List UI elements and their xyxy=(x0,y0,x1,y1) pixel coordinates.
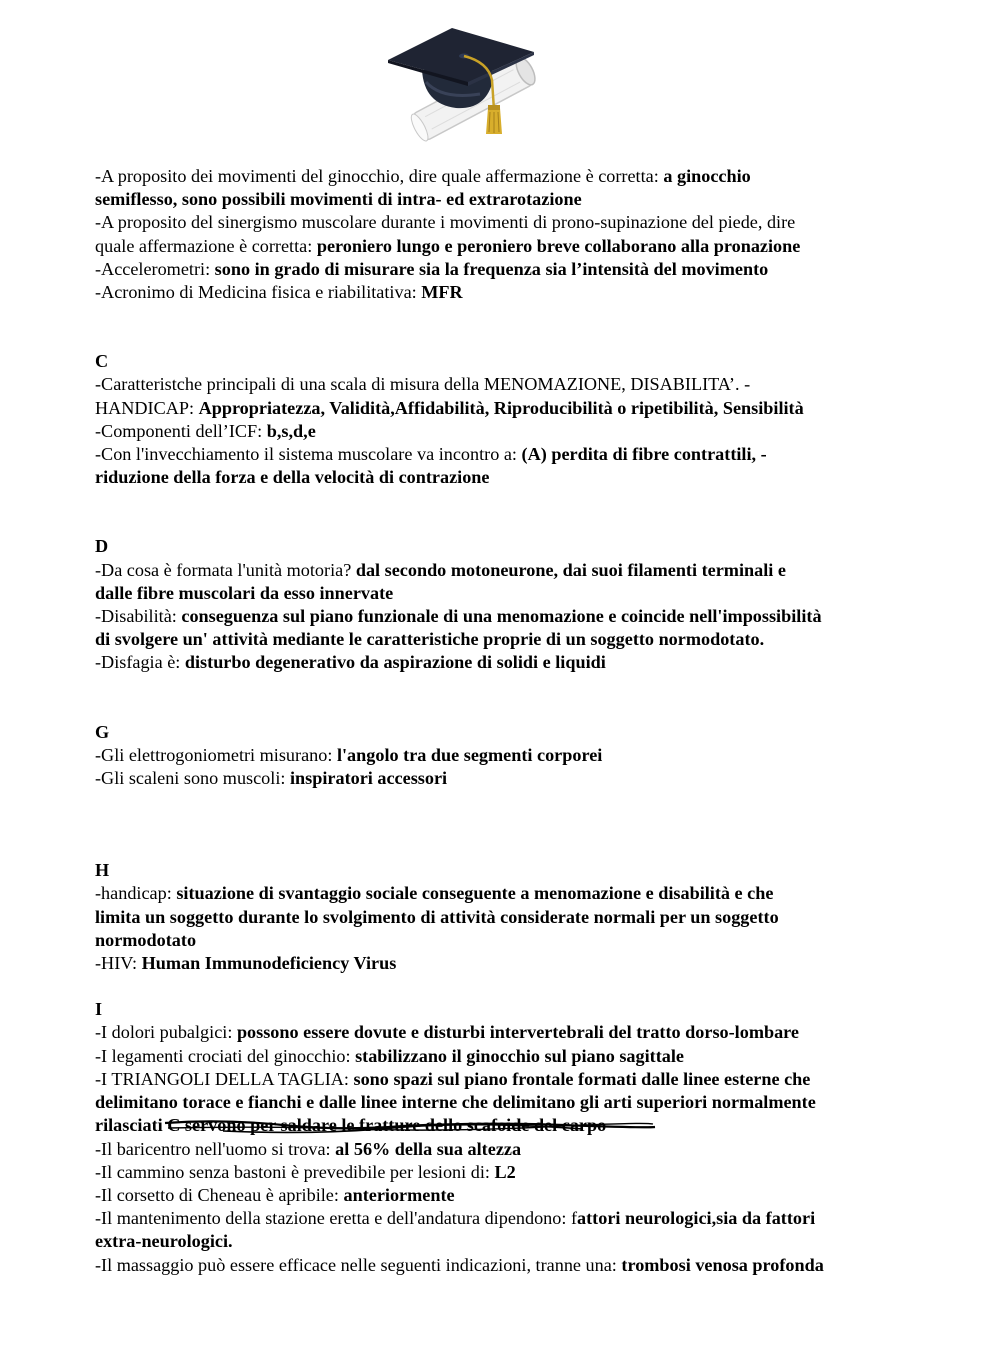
answer-continuation xyxy=(95,929,915,952)
answer-continuation xyxy=(95,582,915,605)
answer-text: rilasciati xyxy=(95,1115,168,1136)
answer-text: dalle fibre muscolari da esso innervate xyxy=(95,582,394,603)
answer-continuation xyxy=(95,1114,915,1137)
struck-answer-text: C servono per saldare le fratture dello scafoide del carpo xyxy=(167,1115,607,1136)
answer-text: attori neurologici,sia da fattori xyxy=(577,1208,816,1229)
entry-legamenti-crociati xyxy=(95,1045,915,1068)
answer-text: trombosi venosa profonda xyxy=(621,1254,824,1275)
question-text: -A proposito dei movimenti del ginocchio, dire quale affermazione è corretta: xyxy=(95,166,664,186)
section-letter: C xyxy=(95,351,109,372)
entry-handicap xyxy=(95,882,915,905)
answer-text: MFR xyxy=(421,282,463,303)
question-text: -Gli scaleni sono muscoli: xyxy=(95,768,290,789)
section-i xyxy=(95,998,915,1276)
entry-unita-motoria xyxy=(95,559,915,582)
entry-baricentro xyxy=(95,1138,915,1161)
question-text: -I TRIANGOLI DELLA TAGLIA: xyxy=(95,1068,354,1089)
struck-through-text xyxy=(167,1114,606,1137)
answer-text: extra-neurologici. xyxy=(95,1231,233,1252)
entry-componenti-icf xyxy=(95,420,915,443)
handwritten-strikethrough-mark xyxy=(163,1117,663,1139)
graduation-cap-logo-icon xyxy=(384,22,538,142)
entry-cammino-senza-bastoni xyxy=(95,1161,915,1184)
section-letter: D xyxy=(95,536,109,557)
answer-text: b,s,d,e xyxy=(266,420,316,441)
question-text: quale affermazione è corretta: xyxy=(95,235,317,256)
document-body xyxy=(95,165,915,1277)
answer-text: sono spazi sul piano frontale formati dalle linee esterne che xyxy=(353,1068,811,1089)
answer-continuation xyxy=(95,1091,915,1114)
answer-text: L2 xyxy=(494,1161,516,1182)
question-text: -HIV: xyxy=(95,953,142,974)
entry-invecchiamento xyxy=(95,443,915,466)
entry-dolori-pubalgici xyxy=(95,1021,915,1044)
question-text: -Acronimo di Medicina fisica e riabilitativa: xyxy=(95,282,422,303)
entry-movimenti-ginocchio xyxy=(95,165,915,188)
answer-text: (A) perdita di fibre contrattili, - xyxy=(521,444,767,465)
section-g xyxy=(95,721,915,791)
answer-text: riduzione della forza e della velocità di contrazione xyxy=(95,467,490,488)
question-text: -Gli elettrogoniometri misurano: xyxy=(95,744,337,765)
entry-scala-misura xyxy=(95,373,915,396)
section-h xyxy=(95,859,915,975)
question-text: -Da cosa è formata l'unità motoria? xyxy=(95,559,356,580)
answer-text: normodotato xyxy=(95,929,197,950)
answer-continuation xyxy=(95,188,915,211)
question-text: -I legamenti crociati del ginocchio: xyxy=(95,1045,356,1066)
answer-text: inspiratori accessori xyxy=(289,768,448,789)
question-text: -Disabilità: xyxy=(95,606,182,627)
entry-elettrogoniometri xyxy=(95,744,915,767)
answer-text: situazione di svantaggio sociale conseguente a menomazione e disabilità e che xyxy=(176,883,774,904)
answer-text: peroniero lungo e peroniero breve collaborano alla pronazione xyxy=(316,235,801,256)
answer-text: anteriormente xyxy=(343,1184,455,1205)
question-text: -Il baricentro nell'uomo si trova: xyxy=(95,1138,336,1159)
answer-text: disturbo degenerativo da aspirazione di solidi e liquidi xyxy=(184,652,606,673)
question-text: -Il mantenimento della stazione eretta e dell'andatura dipendono: f xyxy=(95,1208,578,1229)
answer-text: Human Immunodeficiency Virus xyxy=(141,953,397,974)
section-d xyxy=(95,535,915,674)
answer-text: limita un soggetto durante lo svolgimento di attività considerate normali per un soggetto xyxy=(95,906,779,927)
answer-text: l'angolo tra due segmenti corporei xyxy=(336,744,603,765)
entry-massaggio xyxy=(95,1254,915,1277)
answer-continuation xyxy=(95,466,915,489)
answer-text: possono essere dovute e disturbi intervertebrali del tratto dorso-lombare xyxy=(236,1022,800,1043)
question-continuation xyxy=(95,235,915,258)
question-text: -Disfagia è: xyxy=(95,652,185,673)
entry-scaleni xyxy=(95,767,915,790)
question-text: HANDICAP: xyxy=(95,397,199,418)
answer-continuation xyxy=(95,906,915,929)
entry-accelerometri xyxy=(95,258,915,281)
answer-text: conseguenza sul piano funzionale di una menomazione e coincide nell'impossibilità xyxy=(181,606,822,627)
answer-text: Appropriatezza, Validità,Affidabilità, Riproducibilità o ripetibilità, Sensibilità xyxy=(198,397,804,418)
answer-text: a ginocchio xyxy=(663,166,751,186)
question-text: -handicap: xyxy=(95,883,177,904)
answer-text: al 56% della sua altezza xyxy=(335,1138,522,1159)
entry-hiv xyxy=(95,952,915,975)
answer-continuation xyxy=(95,1230,915,1253)
entry-disfagia xyxy=(95,651,915,674)
question-text: -Con l'invecchiamento il sistema muscolare va incontro a: xyxy=(95,444,522,465)
question-text: -Il corsetto di Cheneau è apribile: xyxy=(95,1184,344,1205)
answer-text: delimitano torace e fianchi e dalle linee interne che delimitano gli arti superiori normalmente xyxy=(95,1092,816,1113)
question-text: -I dolori pubalgici: xyxy=(95,1022,237,1043)
answer-text: di svolgere un' attività mediante le caratteristiche proprie di un soggetto normodotato. xyxy=(95,629,765,650)
question-text: -A proposito del sinergismo muscolare durante i movimenti di prono-supinazione del piede, dire xyxy=(95,212,796,233)
question-text: -Caratteristche principali di una scala di misura della MENOMAZIONE, DISABILITA’. - xyxy=(95,374,751,395)
answer-text: semiflesso, sono possibili movimenti di intra- ed extrarotazione xyxy=(95,189,582,210)
entry-stazione-eretta xyxy=(95,1207,915,1230)
answer-text: sono in grado di misurare sia la frequenza sia l’intensità del movimento xyxy=(214,258,769,279)
question-text: -Il massaggio può essere efficace nelle seguenti indicazioni, tranne una: xyxy=(95,1254,622,1275)
entry-corsetto-cheneau xyxy=(95,1184,915,1207)
section-a xyxy=(95,165,915,304)
section-letter: H xyxy=(95,860,110,881)
question-text: -Il cammino senza bastoni è prevedibile per lesioni di: xyxy=(95,1161,495,1182)
section-letter: G xyxy=(95,721,110,742)
section-letter: I xyxy=(95,999,103,1020)
answer-text: stabilizzano il ginocchio sul piano sagittale xyxy=(355,1045,684,1066)
section-c xyxy=(95,350,915,489)
answer-text: dal secondo motoneurone, dai suoi filamenti terminali e xyxy=(355,559,786,580)
entry-sinergismo-muscolare xyxy=(95,211,915,234)
question-text: -Componenti dell’ICF: xyxy=(95,420,267,441)
question-continuation xyxy=(95,397,915,420)
answer-continuation xyxy=(95,628,915,651)
entry-disabilita xyxy=(95,605,915,628)
question-text: -Accelerometri: xyxy=(95,258,215,279)
entry-triangoli-taglia xyxy=(95,1068,915,1091)
entry-acronimo-mfr xyxy=(95,281,915,304)
